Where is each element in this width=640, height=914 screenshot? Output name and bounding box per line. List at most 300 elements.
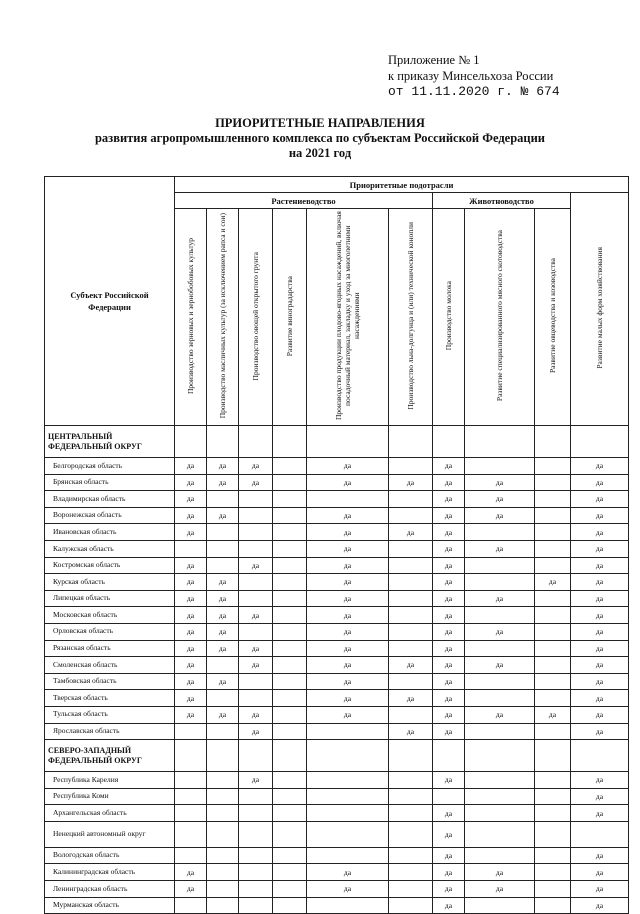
table-cell: да	[433, 881, 465, 898]
table-cell: да	[465, 507, 535, 524]
table-cell	[535, 723, 571, 740]
table-cell: да	[571, 607, 629, 624]
table-cell: да	[535, 574, 571, 591]
table-cell	[175, 772, 207, 789]
table-cell	[389, 426, 433, 458]
table-cell	[239, 540, 273, 557]
table-cell: да	[465, 491, 535, 508]
region-name: Московская область	[45, 607, 175, 624]
table-cell	[389, 881, 433, 898]
table-row	[45, 574, 629, 591]
table-cell	[175, 740, 207, 772]
table-cell: да	[239, 723, 273, 740]
table-cell: да	[571, 474, 629, 491]
table-cell	[307, 772, 389, 789]
table-cell	[571, 821, 629, 847]
region-name: Ярославская область	[45, 723, 175, 740]
table-cell	[465, 772, 535, 789]
region-name: Костромская область	[45, 557, 175, 574]
col-header-8	[465, 209, 535, 426]
table-cell	[273, 805, 307, 822]
table-cell: да	[571, 657, 629, 674]
table-cell	[389, 507, 433, 524]
table-cell	[273, 557, 307, 574]
table-cell	[207, 847, 239, 864]
table-cell: да	[433, 640, 465, 657]
table-cell: да	[571, 557, 629, 574]
table-cell: да	[571, 772, 629, 789]
table-cell: да	[465, 540, 535, 557]
col-header-10-text: Развитие малых форм хозяйствования	[595, 247, 604, 369]
annex-number: Приложение № 1	[388, 53, 480, 67]
table-cell	[465, 847, 535, 864]
table-cell	[307, 847, 389, 864]
table-cell: да	[465, 864, 535, 881]
table-cell: да	[175, 690, 207, 707]
col-header-5	[307, 209, 389, 426]
table-cell	[465, 788, 535, 805]
table-cell: да	[175, 491, 207, 508]
region-name: Курская область	[45, 574, 175, 591]
table-cell	[273, 723, 307, 740]
table-cell	[273, 897, 307, 914]
table-cell: да	[239, 657, 273, 674]
table-cell	[535, 458, 571, 475]
col-header-7-text: Производство молока	[444, 281, 453, 351]
table-cell	[389, 673, 433, 690]
table-cell	[239, 507, 273, 524]
table-cell: да	[175, 864, 207, 881]
table-row	[45, 623, 629, 640]
table-cell: да	[433, 491, 465, 508]
col-header-4-text: Развитие виноградарства	[285, 275, 294, 357]
table-cell	[239, 673, 273, 690]
table-cell: да	[307, 557, 389, 574]
table-cell: да	[465, 657, 535, 674]
table-cell: да	[307, 507, 389, 524]
table-cell	[535, 474, 571, 491]
region-name: Республика Коми	[45, 788, 175, 805]
priority-table	[44, 176, 629, 914]
table-cell	[535, 740, 571, 772]
table-cell	[535, 821, 571, 847]
table-cell: да	[175, 673, 207, 690]
table-cell	[465, 640, 535, 657]
crop-group-header: Растениеводство	[175, 193, 433, 209]
region-name: Рязанская область	[45, 640, 175, 657]
region-name: Тамбовская область	[45, 673, 175, 690]
table-cell: да	[571, 897, 629, 914]
table-cell	[207, 897, 239, 914]
table-cell	[535, 657, 571, 674]
region-name: Брянская область	[45, 474, 175, 491]
table-cell	[535, 690, 571, 707]
table-cell: да	[571, 524, 629, 541]
table-cell: да	[571, 847, 629, 864]
table-cell: да	[307, 458, 389, 475]
table-cell	[535, 847, 571, 864]
table-cell	[465, 426, 535, 458]
table-cell	[465, 673, 535, 690]
table-cell	[307, 821, 389, 847]
table-cell: да	[433, 524, 465, 541]
document-title	[0, 116, 640, 161]
table-cell: да	[571, 540, 629, 557]
table-cell: да	[239, 474, 273, 491]
table-cell	[571, 740, 629, 772]
region-name: Ненецкий автономный округ	[45, 821, 175, 847]
table-cell: да	[239, 557, 273, 574]
table-row	[45, 690, 629, 707]
table-cell	[535, 524, 571, 541]
table-cell	[175, 805, 207, 822]
table-cell: да	[433, 540, 465, 557]
district-name: СЕВЕРО-ЗАПАДНЫЙ ФЕДЕРАЛЬНЫЙ ОКРУГ	[45, 740, 175, 772]
table-cell: да	[175, 640, 207, 657]
table-cell: да	[433, 821, 465, 847]
table-cell	[273, 507, 307, 524]
table-cell	[175, 426, 207, 458]
table-cell	[535, 788, 571, 805]
table-cell	[273, 540, 307, 557]
table-cell	[465, 897, 535, 914]
table-cell: да	[465, 474, 535, 491]
table-cell: да	[433, 507, 465, 524]
table-cell: да	[307, 657, 389, 674]
table-cell	[465, 524, 535, 541]
region-name: Калужская область	[45, 540, 175, 557]
table-cell	[535, 772, 571, 789]
table-cell	[389, 640, 433, 657]
table-cell	[273, 690, 307, 707]
table-cell	[307, 426, 389, 458]
table-cell	[307, 491, 389, 508]
table-cell	[273, 491, 307, 508]
table-cell: да	[389, 723, 433, 740]
table-cell	[207, 788, 239, 805]
table-cell: да	[389, 690, 433, 707]
table-cell	[207, 723, 239, 740]
table-cell: да	[307, 574, 389, 591]
table-cell: да	[571, 788, 629, 805]
col-header-9-text: Развитие овцеводства и козоводства	[548, 258, 557, 374]
table-cell	[465, 723, 535, 740]
table-cell	[207, 540, 239, 557]
table-cell	[273, 458, 307, 475]
table-cell	[535, 897, 571, 914]
table-cell: да	[571, 864, 629, 881]
table-cell: да	[175, 881, 207, 898]
region-name: Ивановская область	[45, 524, 175, 541]
table-cell	[175, 821, 207, 847]
table-cell: да	[465, 881, 535, 898]
table-cell	[535, 540, 571, 557]
table-cell	[207, 821, 239, 847]
district-row	[45, 426, 629, 458]
table-cell	[273, 524, 307, 541]
table-cell	[307, 805, 389, 822]
district-row	[45, 740, 629, 772]
table-cell: да	[307, 673, 389, 690]
table-cell: да	[571, 690, 629, 707]
table-row	[45, 772, 629, 789]
table-cell: да	[175, 458, 207, 475]
table-body	[45, 426, 629, 914]
table-cell: да	[571, 507, 629, 524]
table-cell	[207, 657, 239, 674]
table-cell	[535, 673, 571, 690]
table-cell: да	[307, 524, 389, 541]
table-cell: да	[433, 673, 465, 690]
table-cell: да	[571, 673, 629, 690]
table-cell	[207, 740, 239, 772]
col-header-6	[389, 209, 433, 426]
table-cell: да	[433, 607, 465, 624]
table-cell: да	[307, 540, 389, 557]
table-row	[45, 897, 629, 914]
table-cell	[239, 821, 273, 847]
table-cell	[389, 623, 433, 640]
region-name: Ленинградская область	[45, 881, 175, 898]
table-cell	[389, 574, 433, 591]
table-cell	[433, 740, 465, 772]
col-header-10	[571, 193, 629, 426]
table-cell	[239, 847, 273, 864]
table-cell: да	[175, 590, 207, 607]
table-cell	[239, 590, 273, 607]
region-name: Мурманская область	[45, 897, 175, 914]
table-row	[45, 491, 629, 508]
table-cell	[239, 426, 273, 458]
table-cell	[273, 673, 307, 690]
annex-block	[388, 52, 560, 100]
table-cell	[273, 426, 307, 458]
table-cell: да	[307, 881, 389, 898]
table-cell: да	[433, 864, 465, 881]
table-cell	[535, 640, 571, 657]
table-cell	[535, 507, 571, 524]
table-cell	[175, 847, 207, 864]
table-cell: да	[307, 623, 389, 640]
table-cell: да	[207, 640, 239, 657]
table-cell: да	[433, 805, 465, 822]
annex-date: от 11.11.2020 г. № 674	[388, 84, 560, 99]
livestock-group-header: Животноводство	[433, 193, 571, 209]
title-line-3: на 2021 год	[288, 146, 352, 160]
table-cell	[389, 821, 433, 847]
table-cell	[207, 772, 239, 789]
table-cell	[273, 640, 307, 657]
table-cell: да	[571, 881, 629, 898]
table-row	[45, 474, 629, 491]
table-cell	[535, 881, 571, 898]
table-cell	[389, 740, 433, 772]
table-cell: да	[239, 607, 273, 624]
table-cell	[465, 557, 535, 574]
table-cell	[273, 706, 307, 723]
table-cell: да	[207, 474, 239, 491]
table-cell	[207, 557, 239, 574]
col-header-6-text: Производство льна-долгунца и (или) технической конопли	[406, 222, 415, 410]
table-cell	[175, 788, 207, 805]
table-cell: да	[389, 474, 433, 491]
table-cell	[307, 740, 389, 772]
region-name: Вологодская область	[45, 847, 175, 864]
table-cell	[239, 491, 273, 508]
table-cell	[389, 458, 433, 475]
table-cell: да	[175, 524, 207, 541]
table-cell	[239, 881, 273, 898]
table-cell	[389, 491, 433, 508]
table-cell	[307, 723, 389, 740]
table-cell	[207, 864, 239, 881]
table-cell: да	[433, 623, 465, 640]
table-cell	[239, 788, 273, 805]
table-cell	[389, 557, 433, 574]
title-line-1: ПРИОРИТЕТНЫЕ НАПРАВЛЕНИЯ	[215, 116, 425, 130]
table-row	[45, 458, 629, 475]
table-cell: да	[307, 607, 389, 624]
table-cell	[535, 607, 571, 624]
region-name: Тульская область	[45, 706, 175, 723]
table-cell: да	[207, 673, 239, 690]
table-cell	[389, 805, 433, 822]
table-cell: да	[433, 847, 465, 864]
annex-order: к приказу Минсельхоза России	[388, 69, 554, 83]
table-cell	[571, 426, 629, 458]
col-header-2-text: Производство масличных культур (за исключением рапса и сои)	[218, 213, 227, 419]
table-row	[45, 524, 629, 541]
table-cell: да	[433, 706, 465, 723]
region-name: Архангельская область	[45, 805, 175, 822]
table-row	[45, 805, 629, 822]
table-cell: да	[433, 772, 465, 789]
region-name: Воронежская область	[45, 507, 175, 524]
table-cell: да	[175, 623, 207, 640]
table-cell	[239, 897, 273, 914]
region-name: Смоленская область	[45, 657, 175, 674]
table-cell: да	[433, 458, 465, 475]
table-cell	[175, 723, 207, 740]
table-cell	[389, 897, 433, 914]
table-cell: да	[307, 590, 389, 607]
table-row	[45, 590, 629, 607]
table-cell	[239, 524, 273, 541]
table-cell: да	[465, 590, 535, 607]
table-cell: да	[175, 706, 207, 723]
table-cell	[433, 788, 465, 805]
table-cell: да	[433, 723, 465, 740]
table-row	[45, 847, 629, 864]
table-cell	[465, 607, 535, 624]
table-cell	[389, 607, 433, 624]
table-cell	[239, 574, 273, 591]
table-cell	[307, 788, 389, 805]
col-header-7	[433, 209, 465, 426]
table-cell: да	[389, 657, 433, 674]
table-cell: да	[307, 706, 389, 723]
table-cell	[273, 623, 307, 640]
table-cell: да	[535, 706, 571, 723]
table-cell	[239, 623, 273, 640]
table-cell: да	[207, 706, 239, 723]
table-cell	[273, 740, 307, 772]
table-cell	[273, 788, 307, 805]
table-cell	[389, 864, 433, 881]
table-cell: да	[207, 590, 239, 607]
table-cell: да	[465, 706, 535, 723]
table-cell: да	[571, 590, 629, 607]
table-cell: да	[239, 458, 273, 475]
table-row	[45, 640, 629, 657]
table-row	[45, 507, 629, 524]
table-cell	[389, 788, 433, 805]
table-cell	[465, 821, 535, 847]
table-cell: да	[571, 491, 629, 508]
table-cell: да	[207, 458, 239, 475]
table-row	[45, 864, 629, 881]
table-row	[45, 881, 629, 898]
table-cell: да	[307, 690, 389, 707]
table-cell	[273, 847, 307, 864]
table-cell: да	[175, 557, 207, 574]
table-cell	[535, 805, 571, 822]
table-cell: да	[175, 507, 207, 524]
table-cell	[239, 690, 273, 707]
table-row	[45, 657, 629, 674]
table-cell	[273, 657, 307, 674]
table-cell	[535, 557, 571, 574]
table-cell: да	[175, 607, 207, 624]
table-cell: да	[207, 607, 239, 624]
table-cell	[273, 574, 307, 591]
table-cell: да	[433, 590, 465, 607]
table-cell	[535, 623, 571, 640]
table-row	[45, 788, 629, 805]
table-cell: да	[433, 574, 465, 591]
table-cell	[307, 897, 389, 914]
table-cell	[465, 458, 535, 475]
table-cell: да	[175, 657, 207, 674]
table-cell	[207, 881, 239, 898]
table-cell	[175, 897, 207, 914]
col-header-5-text: Производство продукции плодово-ягодных насаждений, включая посадочный материал, закладку и уход за многолетними насаждениями	[334, 211, 361, 421]
table-cell: да	[433, 897, 465, 914]
table-cell: да	[571, 623, 629, 640]
table-row	[45, 673, 629, 690]
table-cell: да	[465, 623, 535, 640]
table-row	[45, 557, 629, 574]
region-name: Республика Карелия	[45, 772, 175, 789]
table-cell	[535, 590, 571, 607]
title-line-2: развития агропромышленного комплекса по субъектам Российской Федерации	[94, 131, 546, 145]
table-cell	[207, 491, 239, 508]
table-cell: да	[571, 574, 629, 591]
table-cell: да	[307, 864, 389, 881]
table-cell: да	[571, 458, 629, 475]
table-cell	[207, 805, 239, 822]
table-cell: да	[175, 474, 207, 491]
table-row	[45, 821, 629, 847]
table-row	[45, 706, 629, 723]
district-name: ЦЕНТРАЛЬНЫЙ ФЕДЕРАЛЬНЫЙ ОКРУГ	[45, 426, 175, 458]
region-name: Калининградская область	[45, 864, 175, 881]
table-cell: да	[239, 706, 273, 723]
table-cell: да	[239, 640, 273, 657]
table-row	[45, 723, 629, 740]
table-cell	[535, 491, 571, 508]
table-cell: да	[433, 474, 465, 491]
